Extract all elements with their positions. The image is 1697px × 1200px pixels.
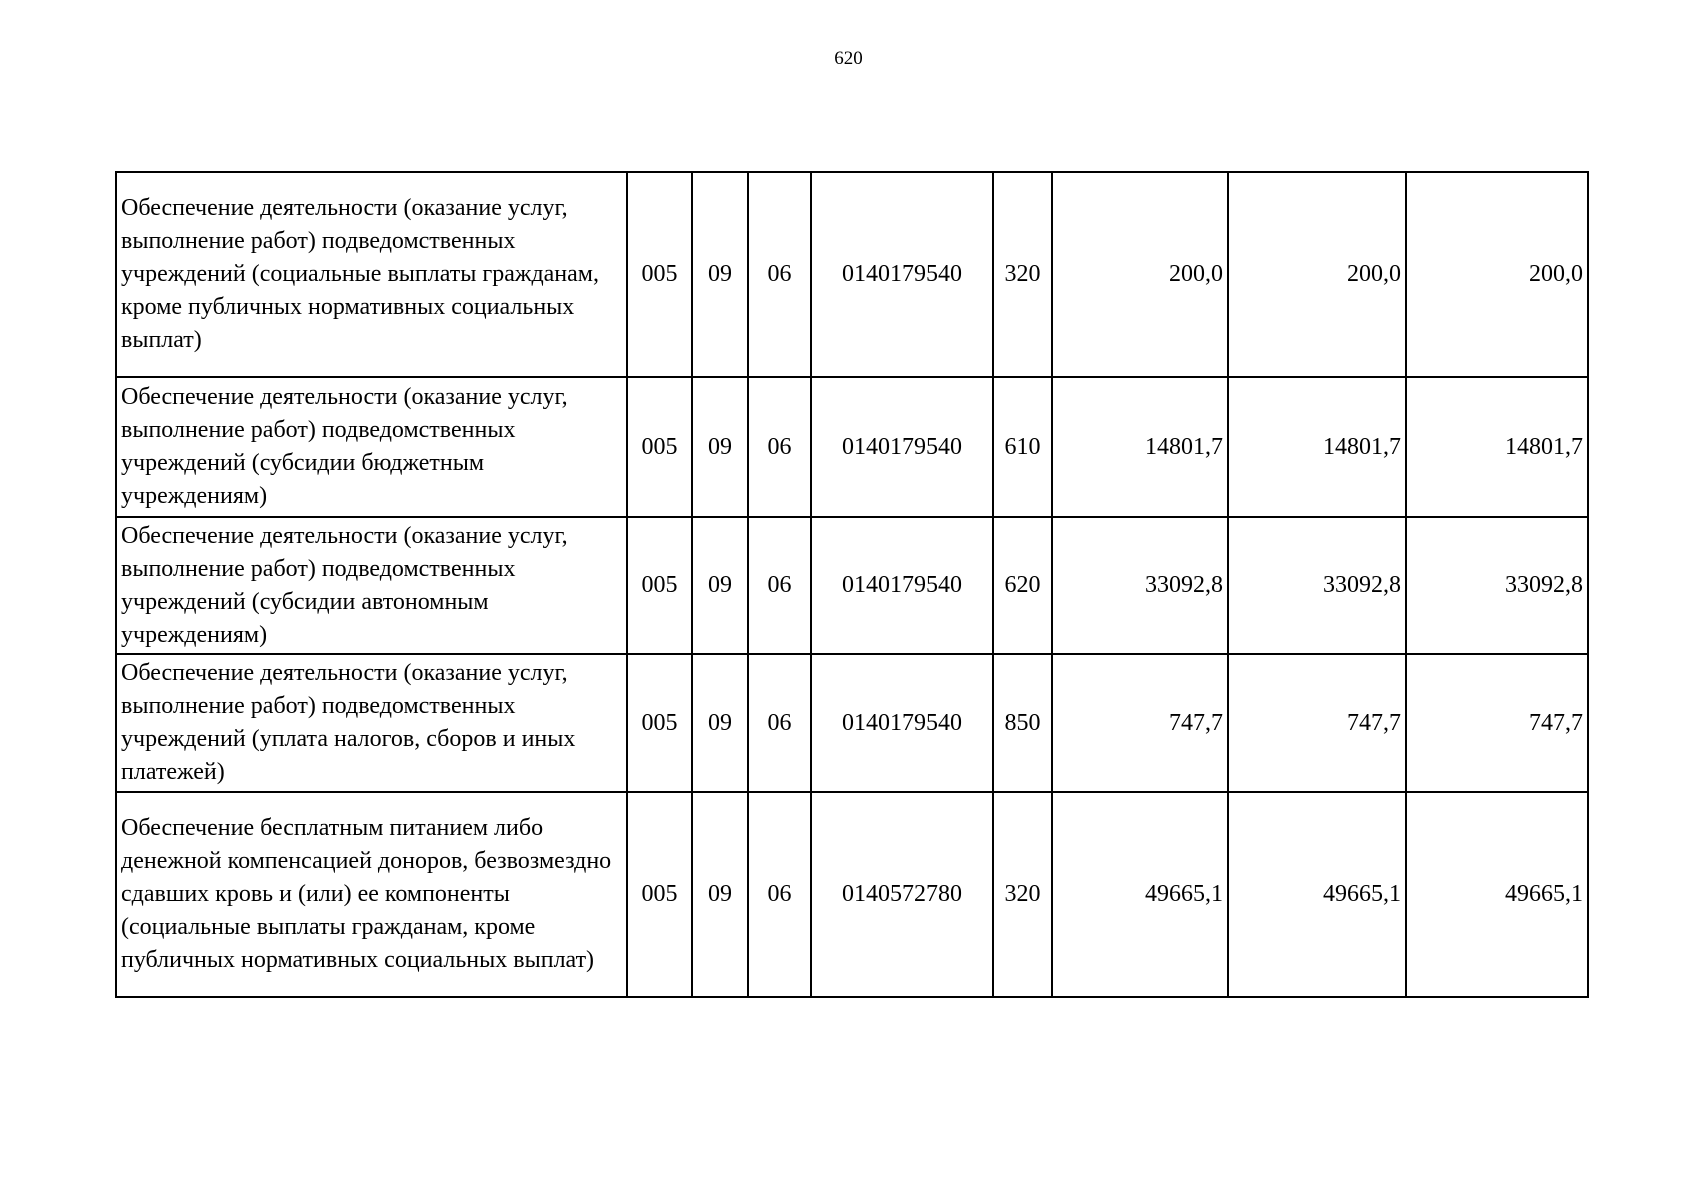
ministry-code: 005 <box>627 172 692 377</box>
amount-year-2: 33092,8 <box>1228 517 1406 654</box>
amount-year-3: 33092,8 <box>1406 517 1588 654</box>
row-description-cell <box>116 654 627 792</box>
target-article-code: 0140179540 <box>811 172 993 377</box>
subsection-code: 06 <box>748 654 811 792</box>
subsection-code: 06 <box>748 172 811 377</box>
table-row <box>116 517 1588 654</box>
amount-year-2: 200,0 <box>1228 172 1406 377</box>
amount-year-3: 49665,1 <box>1406 792 1588 997</box>
expense-type-code: 320 <box>993 792 1052 997</box>
section-code: 09 <box>692 517 748 654</box>
target-article-code: 0140572780 <box>811 792 993 997</box>
page-number: 620 <box>834 48 863 69</box>
row-description-cell <box>116 377 627 517</box>
target-article-code: 0140179540 <box>811 517 993 654</box>
section-code: 09 <box>692 377 748 517</box>
ministry-code: 005 <box>627 654 692 792</box>
expense-type-code: 610 <box>993 377 1052 517</box>
amount-year-1: 49665,1 <box>1052 792 1228 997</box>
subsection-code: 06 <box>748 792 811 997</box>
ministry-code: 005 <box>627 377 692 517</box>
amount-year-3: 14801,7 <box>1406 377 1588 517</box>
subsection-code: 06 <box>748 377 811 517</box>
row-description: Обеспечение деятельности (оказание услуг, выполнение работ) подведомственных учреждений (социальные выплаты гражданам, кроме публичных нормативных социальных выплат) <box>121 195 599 353</box>
amount-year-2: 747,7 <box>1228 654 1406 792</box>
table-row <box>116 792 1588 997</box>
section-code: 09 <box>692 654 748 792</box>
section-code: 09 <box>692 172 748 377</box>
amount-year-2: 14801,7 <box>1228 377 1406 517</box>
expense-type-code: 320 <box>993 172 1052 377</box>
expense-type-code: 850 <box>993 654 1052 792</box>
amount-year-3: 200,0 <box>1406 172 1588 377</box>
ministry-code: 005 <box>627 792 692 997</box>
row-description-cell <box>116 172 627 377</box>
table-row <box>116 377 1588 517</box>
row-description-cell <box>116 517 627 654</box>
row-description: Обеспечение деятельности (оказание услуг, выполнение работ) подведомственных учреждений (субсидии автономным учреждениям) <box>121 522 568 648</box>
row-description: Обеспечение деятельности (оказание услуг, выполнение работ) подведомственных учреждений (уплата налогов, сборов и иных платежей) <box>121 660 576 785</box>
target-article-code: 0140179540 <box>811 377 993 517</box>
ministry-code: 005 <box>627 517 692 654</box>
amount-year-2: 49665,1 <box>1228 792 1406 997</box>
row-description: Обеспечение деятельности (оказание услуг, выполнение работ) подведомственных учреждений (субсидии бюджетным учреждениям) <box>121 384 568 509</box>
row-description: Обеспечение бесплатным питанием либо денежной компенсацией доноров, безвозмездно сдавших кровь и (или) ее компоненты (социальные выплаты гражданам, кроме публичных нормативных социальных выплат) <box>121 815 612 973</box>
budget-table <box>115 171 1589 998</box>
table-row <box>116 654 1588 792</box>
amount-year-1: 200,0 <box>1052 172 1228 377</box>
amount-year-3: 747,7 <box>1406 654 1588 792</box>
amount-year-1: 33092,8 <box>1052 517 1228 654</box>
expense-type-code: 620 <box>993 517 1052 654</box>
section-code: 09 <box>692 792 748 997</box>
table-row <box>116 172 1588 377</box>
target-article-code: 0140179540 <box>811 654 993 792</box>
amount-year-1: 747,7 <box>1052 654 1228 792</box>
row-description-cell <box>116 792 627 997</box>
amount-year-1: 14801,7 <box>1052 377 1228 517</box>
subsection-code: 06 <box>748 517 811 654</box>
